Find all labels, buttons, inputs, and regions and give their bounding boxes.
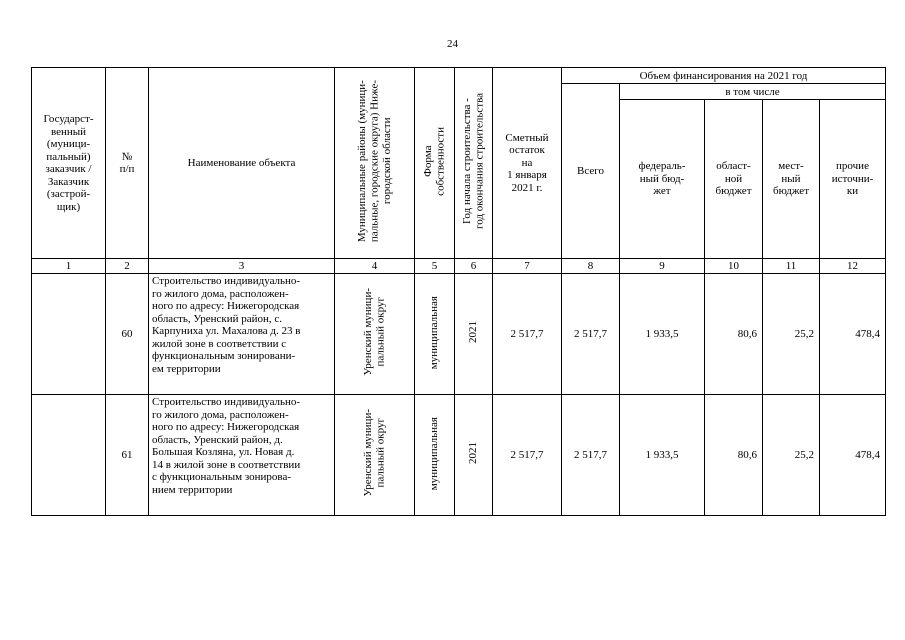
cell-estimate: 2 517,7 [493, 395, 562, 516]
funding-table [31, 67, 886, 516]
header-years: Год начала строительства - год окончания строительства [455, 68, 493, 259]
cell-years: 2021 [455, 395, 493, 516]
column-number: 3 [149, 259, 335, 274]
column-number: 8 [562, 259, 620, 274]
header-total: Всего [562, 84, 620, 259]
cell-regional: 80,6 [705, 395, 763, 516]
column-number: 12 [820, 259, 886, 274]
cell-total: 2 517,7 [562, 395, 620, 516]
header-num: № п/п [106, 68, 149, 259]
table-row [32, 274, 886, 395]
header-other: прочие источни- ки [820, 100, 886, 259]
cell-district: Уренский муници- пальный округ [335, 274, 415, 395]
column-number: 4 [335, 259, 415, 274]
cell-other: 478,4 [820, 395, 886, 516]
cell-other: 478,4 [820, 274, 886, 395]
header-object-name: Наименование объекта [149, 68, 335, 259]
table-row [32, 395, 886, 516]
cell-regional: 80,6 [705, 274, 763, 395]
header-funding-title: Объем финансирования на 2021 год [562, 68, 886, 84]
column-number-row [32, 259, 886, 274]
cell-local: 25,2 [763, 274, 820, 395]
cell-object-name: Строительство индивидуально- го жилого дома, расположен- ного по адресу: Нижегородская область, Уренский район, с. Карпуниха ул. Махалова д. 23 в жилой зоне в соответствии с функциональным зонировани- ем территории [149, 274, 335, 395]
column-number: 11 [763, 259, 820, 274]
column-number: 9 [620, 259, 705, 274]
cell-federal: 1 933,5 [620, 395, 705, 516]
header-federal: федераль- ный бюд- жет [620, 100, 705, 259]
cell-estimate: 2 517,7 [493, 274, 562, 395]
cell-customer [32, 274, 106, 395]
column-number: 1 [32, 259, 106, 274]
column-number: 6 [455, 259, 493, 274]
cell-years: 2021 [455, 274, 493, 395]
page-number: 24 [447, 38, 458, 50]
cell-customer [32, 395, 106, 516]
header-local: мест- ный бюджет [763, 100, 820, 259]
header-ownership: Форма собственности [415, 68, 455, 259]
cell-ownership: муниципальная [415, 395, 455, 516]
cell-federal: 1 933,5 [620, 274, 705, 395]
column-number: 10 [705, 259, 763, 274]
column-number: 5 [415, 259, 455, 274]
cell-total: 2 517,7 [562, 274, 620, 395]
cell-district: Уренский муници- пальный округ [335, 395, 415, 516]
header-row-1 [32, 68, 886, 84]
cell-num: 60 [106, 274, 149, 395]
header-customer: Государст- венный (муници- пальный) заказчик / Заказчик (застрой- щик) [32, 68, 106, 259]
cell-object-name: Строительство индивидуально- го жилого дома, расположен- ного по адресу: Нижегородская область, Уренский район, д. Большая Козляна, ул. Новая д. 14 в жилой зоне в соответствии с функциональным зонирова- нием территории [149, 395, 335, 516]
cell-ownership: муниципальная [415, 274, 455, 395]
column-number: 7 [493, 259, 562, 274]
header-including: в том числе [620, 84, 886, 100]
header-regional: област- ной бюджет [705, 100, 763, 259]
column-number: 2 [106, 259, 149, 274]
header-district: Муниципальные районы (муници- пальные, городские округа) Ниже- городской области [335, 68, 415, 259]
cell-num: 61 [106, 395, 149, 516]
header-estimate: Сметный остаток на 1 января 2021 г. [493, 68, 562, 259]
cell-local: 25,2 [763, 395, 820, 516]
